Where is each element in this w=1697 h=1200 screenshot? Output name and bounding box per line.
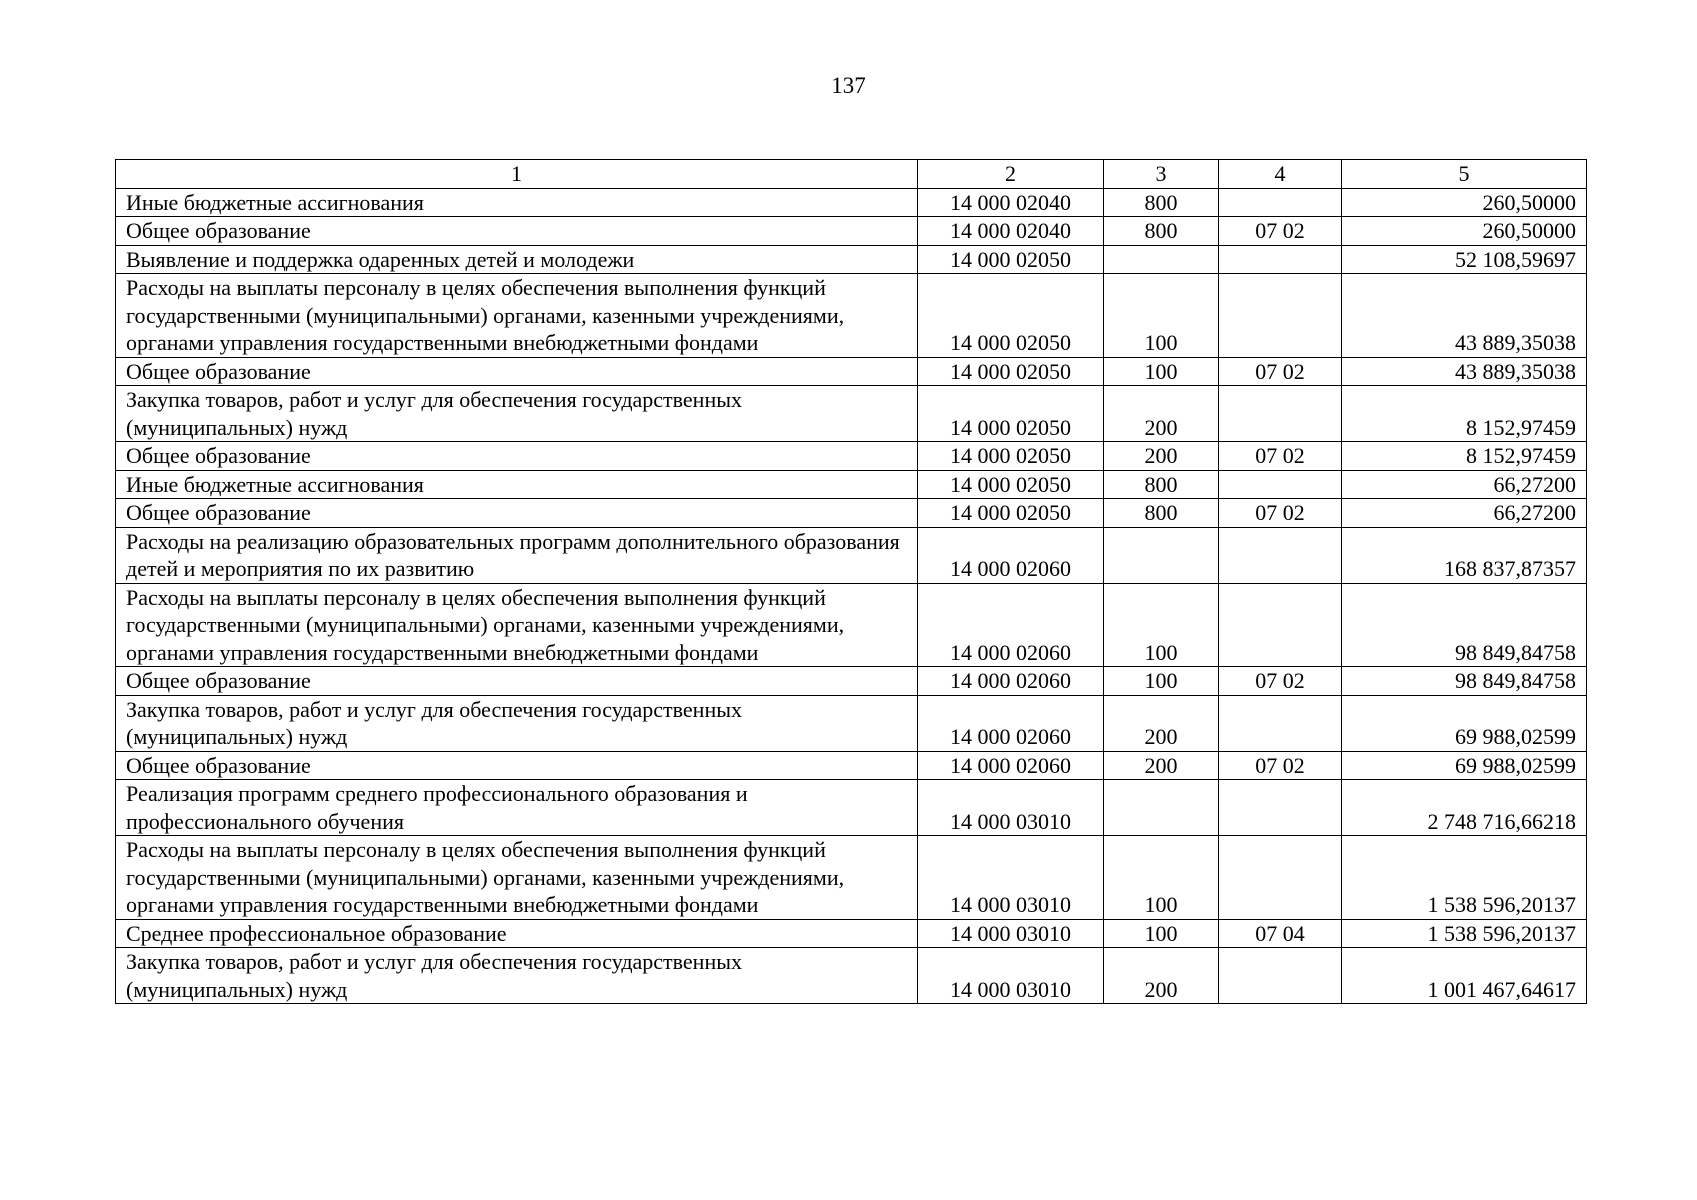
row-type: 800 [1104,217,1219,246]
table-row [116,188,1587,217]
row-section [1219,780,1342,836]
row-name: Закупка товаров, работ и услуг для обеспечения государственных (муниципальных) нужд [116,386,918,442]
row-type [1104,527,1219,583]
row-code: 14 000 02050 [918,357,1104,386]
row-type: 100 [1104,836,1219,920]
row-section [1219,386,1342,442]
table-row [116,357,1587,386]
row-amount: 43 889,35038 [1342,274,1587,358]
row-section: 07 02 [1219,751,1342,780]
row-code: 14 000 02040 [918,217,1104,246]
row-section [1219,948,1342,1004]
row-type: 800 [1104,499,1219,528]
table-row [116,274,1587,358]
row-type: 100 [1104,667,1219,696]
row-name: Общее образование [116,217,918,246]
table-row [116,780,1587,836]
row-type: 100 [1104,357,1219,386]
column-header: 1 [116,160,918,189]
row-amount: 52 108,59697 [1342,245,1587,274]
row-amount: 98 849,84758 [1342,583,1587,667]
row-code: 14 000 02050 [918,442,1104,471]
row-section [1219,527,1342,583]
row-type: 800 [1104,188,1219,217]
row-code: 14 000 03010 [918,780,1104,836]
row-type: 200 [1104,948,1219,1004]
row-amount: 66,27200 [1342,470,1587,499]
row-section: 07 02 [1219,442,1342,471]
row-section [1219,245,1342,274]
row-name: Реализация программ среднего профессионального образования и профессионального обучения [116,780,918,836]
row-name: Общее образование [116,751,918,780]
row-section [1219,188,1342,217]
row-section [1219,836,1342,920]
row-section: 07 02 [1219,667,1342,696]
column-header: 3 [1104,160,1219,189]
row-type [1104,245,1219,274]
table-row [116,919,1587,948]
row-code: 14 000 03010 [918,836,1104,920]
row-amount: 1 538 596,20137 [1342,919,1587,948]
row-code: 14 000 02050 [918,470,1104,499]
row-name: Общее образование [116,442,918,471]
row-section [1219,583,1342,667]
column-header: 4 [1219,160,1342,189]
row-type [1104,780,1219,836]
column-header: 2 [918,160,1104,189]
column-header: 5 [1342,160,1587,189]
row-type: 100 [1104,919,1219,948]
row-type: 800 [1104,470,1219,499]
row-code: 14 000 02040 [918,188,1104,217]
row-type: 100 [1104,274,1219,358]
row-code: 14 000 02060 [918,583,1104,667]
table-row [116,667,1587,696]
row-amount: 1 001 467,64617 [1342,948,1587,1004]
table-row [116,470,1587,499]
table-row [116,442,1587,471]
row-type: 200 [1104,695,1219,751]
row-section: 07 02 [1219,357,1342,386]
row-name: Расходы на выплаты персоналу в целях обеспечения выполнения функций государственными (муниципальными) органами, казенными учреждениями, органами управления государственными внебюджетными фондами [116,583,918,667]
row-name: Среднее профессиональное образование [116,919,918,948]
row-code: 14 000 02050 [918,274,1104,358]
table-row [116,836,1587,920]
table-row [116,499,1587,528]
row-amount: 69 988,02599 [1342,695,1587,751]
row-section: 07 04 [1219,919,1342,948]
row-name: Расходы на выплаты персоналу в целях обеспечения выполнения функций государственными (муниципальными) органами, казенными учреждениями, органами управления государственными внебюджетными фондами [116,274,918,358]
table-row [116,583,1587,667]
table-row [116,527,1587,583]
row-code: 14 000 02060 [918,667,1104,696]
row-section [1219,470,1342,499]
row-amount: 2 748 716,66218 [1342,780,1587,836]
row-type: 200 [1104,751,1219,780]
row-amount: 260,50000 [1342,188,1587,217]
row-name: Общее образование [116,357,918,386]
row-section: 07 02 [1219,217,1342,246]
row-code: 14 000 02060 [918,527,1104,583]
table-row [116,695,1587,751]
table-header-row [116,160,1587,189]
row-amount: 8 152,97459 [1342,442,1587,471]
table-row [116,386,1587,442]
row-amount: 260,50000 [1342,217,1587,246]
row-amount: 168 837,87357 [1342,527,1587,583]
table-row [116,751,1587,780]
row-code: 14 000 03010 [918,919,1104,948]
row-amount: 69 988,02599 [1342,751,1587,780]
table-row [116,217,1587,246]
row-name: Закупка товаров, работ и услуг для обеспечения государственных (муниципальных) нужд [116,695,918,751]
row-amount: 43 889,35038 [1342,357,1587,386]
row-code: 14 000 02050 [918,499,1104,528]
row-name: Расходы на выплаты персоналу в целях обеспечения выполнения функций государственными (муниципальными) органами, казенными учреждениями, органами управления государственными внебюджетными фондами [116,836,918,920]
row-name: Общее образование [116,667,918,696]
row-section [1219,695,1342,751]
table-row [116,245,1587,274]
row-code: 14 000 02060 [918,695,1104,751]
table-row [116,948,1587,1004]
row-amount: 66,27200 [1342,499,1587,528]
row-code: 14 000 03010 [918,948,1104,1004]
row-section: 07 02 [1219,499,1342,528]
row-name: Выявление и поддержка одаренных детей и молодежи [116,245,918,274]
row-name: Расходы на реализацию образовательных программ дополнительного образования детей и мероприятия по их развитию [116,527,918,583]
row-code: 14 000 02050 [918,386,1104,442]
row-code: 14 000 02060 [918,751,1104,780]
row-name: Иные бюджетные ассигнования [116,188,918,217]
row-amount: 98 849,84758 [1342,667,1587,696]
row-name: Общее образование [116,499,918,528]
row-type: 200 [1104,442,1219,471]
budget-table [115,159,1587,1004]
row-type: 100 [1104,583,1219,667]
row-code: 14 000 02050 [918,245,1104,274]
row-section [1219,274,1342,358]
page-number: 137 [831,73,866,98]
row-amount: 1 538 596,20137 [1342,836,1587,920]
row-type: 200 [1104,386,1219,442]
row-amount: 8 152,97459 [1342,386,1587,442]
row-name: Закупка товаров, работ и услуг для обеспечения государственных (муниципальных) нужд [116,948,918,1004]
row-name: Иные бюджетные ассигнования [116,470,918,499]
